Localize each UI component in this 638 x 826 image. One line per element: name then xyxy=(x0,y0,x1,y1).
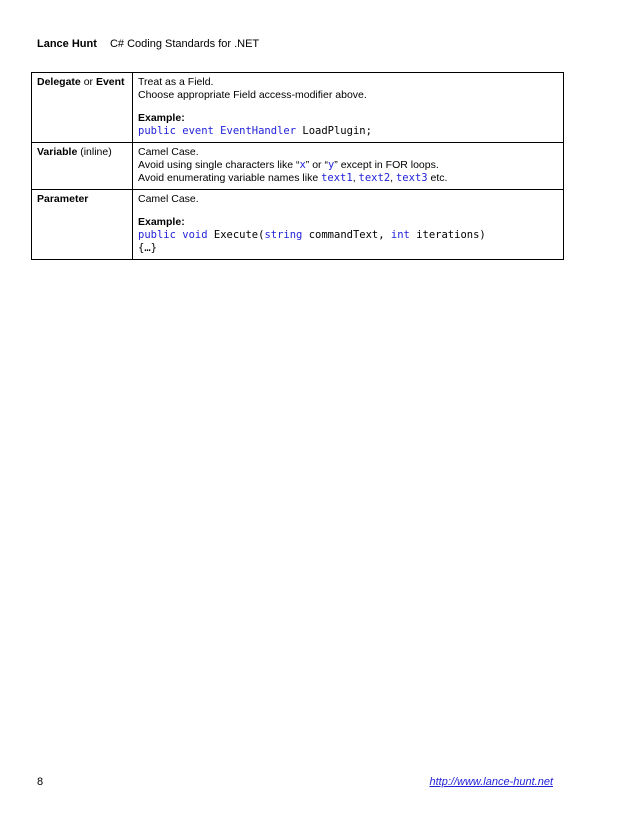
code-text3: text3 xyxy=(395,172,428,184)
term-event: Event xyxy=(95,76,125,88)
header-author: Lance Hunt xyxy=(37,38,97,50)
example-label: Example: xyxy=(138,112,185,124)
text-run: Avoid enumerating variable names like xyxy=(138,172,322,184)
code-text: LoadPlugin; xyxy=(296,125,372,137)
page-number: 8 xyxy=(37,776,44,788)
naming-standards-table xyxy=(31,72,564,260)
term-parameter: Parameter xyxy=(37,193,89,205)
code-example-body: {…} xyxy=(138,242,157,254)
description-cell xyxy=(133,73,564,143)
code-text: commandText, xyxy=(302,229,391,241)
code-keyword: string xyxy=(264,229,303,241)
table-row xyxy=(32,73,564,143)
code-text2: text2 xyxy=(358,172,391,184)
table-row xyxy=(32,190,564,260)
header-title: C# Coding Standards for .NET xyxy=(109,38,260,50)
code-keyword: public event EventHandler xyxy=(138,125,297,137)
code-keyword: int xyxy=(390,229,410,241)
term-cell xyxy=(32,143,133,190)
code-example xyxy=(138,229,558,242)
code-keyword: public void xyxy=(138,229,208,241)
term-qualifier: (inline) xyxy=(77,146,112,158)
term-delegate: Delegate xyxy=(37,76,81,88)
code-text1: text1 xyxy=(321,172,353,184)
text-run: ” or “ xyxy=(305,159,328,171)
description-cell xyxy=(133,143,564,190)
term-connector: or xyxy=(80,76,96,88)
description-line: Camel Case. xyxy=(138,193,199,205)
term-cell xyxy=(32,190,133,260)
code-y: y xyxy=(327,159,335,171)
code-x: x xyxy=(299,159,306,171)
term-cell xyxy=(32,73,133,143)
description-line: Treat as a Field. xyxy=(138,76,214,88)
code-text: Execute( xyxy=(207,229,265,241)
description-line: Camel Case. xyxy=(138,146,199,158)
text-run: , xyxy=(390,172,396,184)
description-line: Choose appropriate Field access-modifier above. xyxy=(138,89,367,101)
code-text: iterations) xyxy=(409,229,486,241)
text-run: Avoid using single characters like “ xyxy=(138,159,300,171)
term-variable: Variable xyxy=(37,146,78,158)
description-line xyxy=(138,159,558,172)
page-header xyxy=(37,38,259,50)
footer-link[interactable]: http://www.lance-hunt.net xyxy=(429,776,553,788)
description-cell xyxy=(133,190,564,260)
example-label: Example: xyxy=(138,216,185,228)
text-run: etc. xyxy=(427,172,448,184)
description-line xyxy=(138,172,558,185)
table-row xyxy=(32,143,564,190)
text-run: , xyxy=(352,172,359,184)
code-example xyxy=(138,125,558,138)
text-run: ” except in FOR loops. xyxy=(334,159,439,171)
